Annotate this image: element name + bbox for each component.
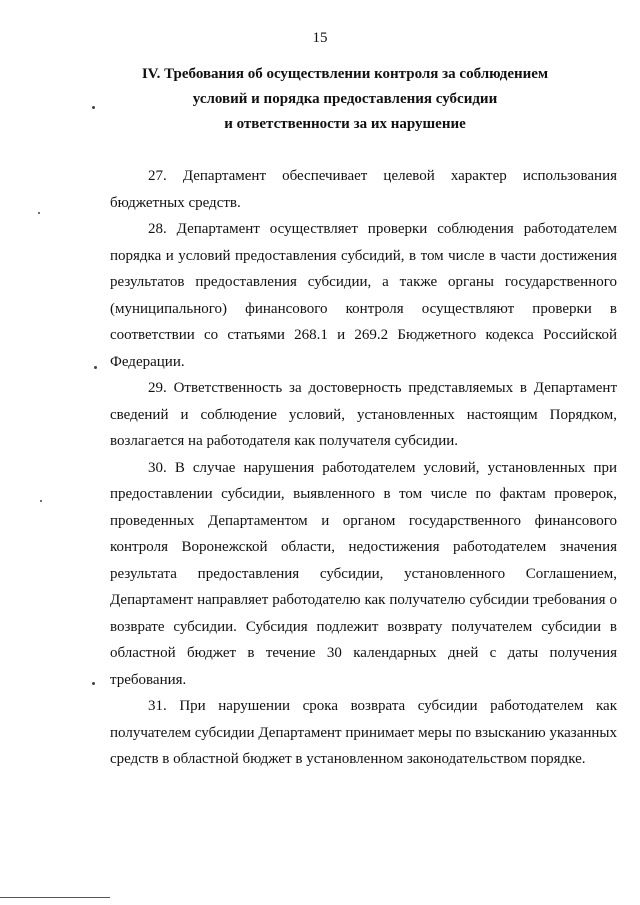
scan-dot — [92, 106, 95, 109]
section-title — [110, 62, 580, 137]
scan-dot — [94, 366, 97, 369]
scan-dot — [92, 682, 95, 685]
paragraph-31: 31. При нарушении срока возврата субсидии работодателем как получателем субсидии Департамент принимает меры по взысканию указанных средств в областной бюджет в установленном законодательством порядке. — [110, 698, 617, 767]
document-body — [110, 163, 617, 773]
paragraph-27: 27. Департамент обеспечивает целевой характер использования бюджетных средств. — [110, 168, 617, 211]
section-title-line-1: IV. Требования об осуществлении контроля за соблюдением — [141, 66, 549, 82]
paragraph-29: 29. Ответственность за достоверность представляемых в Департамент сведений и соблюдение условий, установленных настоящим Порядком, возлагается на работодателя как получателя субсидии. — [110, 380, 617, 449]
paragraph-30: 30. В случае нарушения работодателем условий, установленных при предоставлении субсидии, выявленного в том числе по фактам проверок, проведенных Департаментом и органом государственного финансового контроля Воронежской области, недостижения работодателем значения результата предоставления субсидии, установленного Соглашением, Департамент направляет работодателю как получателю субсидии требования о возврате субсидии. Субсидия подлежит возврату получателем субсидии в областной бюджет в течение 30 календарных дней с даты получения требования. — [110, 459, 617, 688]
paragraph-28: 28. Департамент осуществляет проверки соблюдения работодателем порядка и условий предоставления субсидий, в том числе в части достижения результатов предоставления субсидии, а также органы государственного (муниципального) финансового контроля осуществляют проверки в соответствии со статьями 268.1 и 269.2 Бюджетного кодекса Российской Федерации. — [110, 221, 617, 370]
page-number: 15 — [312, 30, 328, 46]
scan-edge-line — [0, 897, 110, 898]
scan-dot — [38, 212, 40, 214]
section-title-line-3: и ответственности за их нарушение — [224, 116, 466, 132]
scan-dot — [40, 500, 42, 502]
section-title-line-2: условий и порядка предоставления субсидии — [192, 91, 498, 107]
